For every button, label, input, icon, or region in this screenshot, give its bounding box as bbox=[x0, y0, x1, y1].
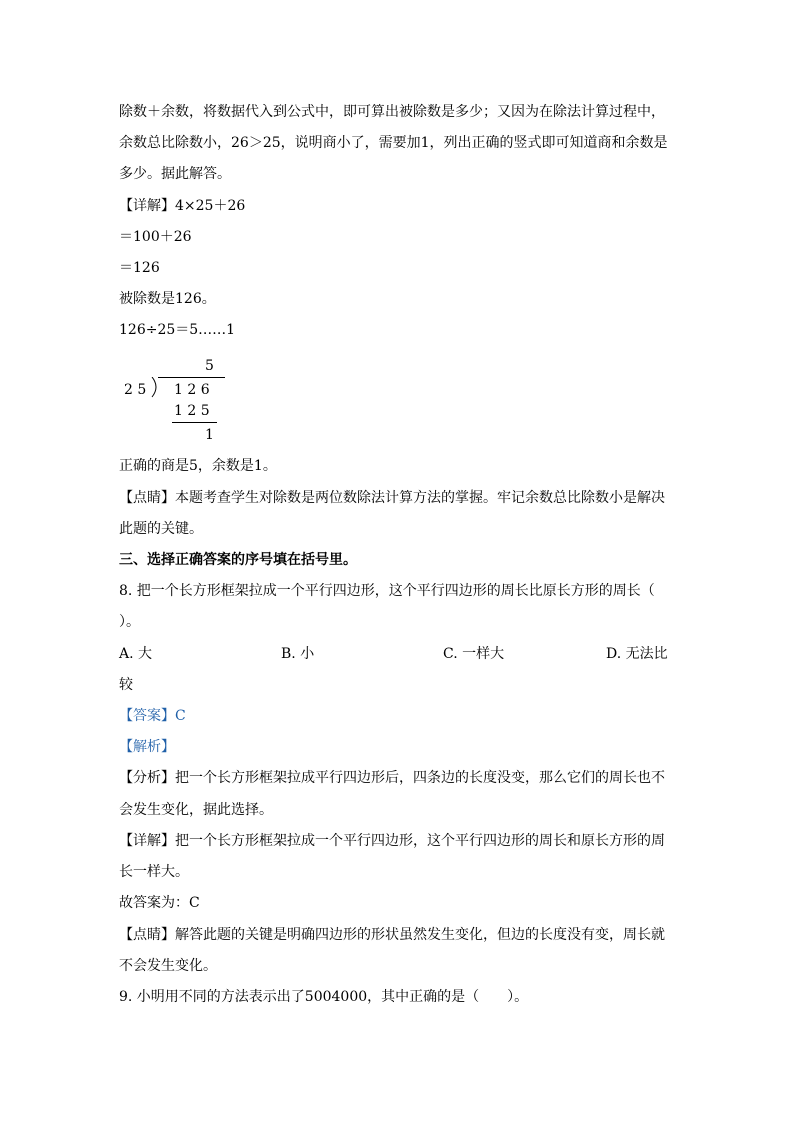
text-line: 会发生变化，据此选择。 bbox=[119, 802, 273, 818]
text-line: 多少。据此解答。 bbox=[119, 166, 231, 182]
text-line: 余数总比除数小，26＞25，说明商小了，需要加1，列出正确的竖式即可知道商和余数是 bbox=[119, 135, 668, 151]
option-d: D. 无法比 bbox=[606, 646, 668, 662]
text-line: 不会发生变化。 bbox=[119, 958, 217, 974]
text-line: 此题的关键。 bbox=[119, 521, 203, 537]
detail-heading: 【详解】4×25＋26 bbox=[119, 198, 246, 214]
question-8: 8. 把一个长方形框架拉成一个平行四边形，这个平行四边形的周长比原长方形的周长（ bbox=[119, 583, 655, 599]
equation-line: ＝100＋26 bbox=[119, 229, 192, 245]
section-heading: 三、选择正确答案的序号填在括号里。 bbox=[119, 552, 357, 568]
text-line: 【点睛】解答此题的关键是明确四边形的形状虽然发生变化，但边的长度没有变，周长就 bbox=[119, 927, 665, 943]
text-line: 除数＋余数，将数据代入到公式中，即可算出被除数是多少；又因为在除法计算过程中， bbox=[119, 104, 665, 120]
equation-line: 126÷25＝5……1 bbox=[119, 322, 236, 338]
question-8-cont: ）。 bbox=[119, 614, 140, 630]
analysis-label: 【解析】 bbox=[119, 739, 175, 755]
option-b: B. 小 bbox=[281, 646, 315, 662]
text-line: 【分析】把一个长方形框架拉成平行四边形后，四条边的长度没变，那么它们的周长也不 bbox=[119, 770, 665, 786]
text-line: 长一样大。 bbox=[119, 864, 189, 880]
ld-subtract-bar bbox=[172, 422, 217, 423]
option-a: A. 大 bbox=[119, 646, 153, 662]
option-c: C. 一样大 bbox=[443, 646, 505, 662]
ld-top-bar bbox=[158, 377, 225, 378]
answer-label: 【答案】C bbox=[119, 708, 186, 724]
text-line: 【点睛】本题考查学生对除数是两位数除法计算方法的掌握。牢记余数总比除数小是解决 bbox=[119, 490, 665, 506]
text-line: 故答案为：C bbox=[119, 895, 200, 911]
ld-divisor: 2 5 bbox=[124, 382, 147, 398]
ld-remainder: 1 bbox=[205, 427, 214, 443]
option-d-cont: 较 bbox=[119, 677, 133, 693]
text-line: 被除数是126。 bbox=[119, 291, 216, 307]
text-line: 【详解】把一个长方形框架拉成一个平行四边形，这个平行四边形的周长和原长方形的周 bbox=[119, 833, 665, 849]
question-9: 9. 小明用不同的方法表示出了5004000，其中正确的是（ ）。 bbox=[119, 989, 529, 1005]
equation-line: ＝126 bbox=[119, 260, 160, 276]
text-line: 正确的商是5，余数是1。 bbox=[119, 458, 277, 474]
ld-quotient: 5 bbox=[205, 358, 214, 374]
ld-dividend: 1 2 6 bbox=[174, 382, 210, 398]
ld-bracket bbox=[150, 377, 162, 399]
ld-product: 1 2 5 bbox=[174, 403, 210, 419]
